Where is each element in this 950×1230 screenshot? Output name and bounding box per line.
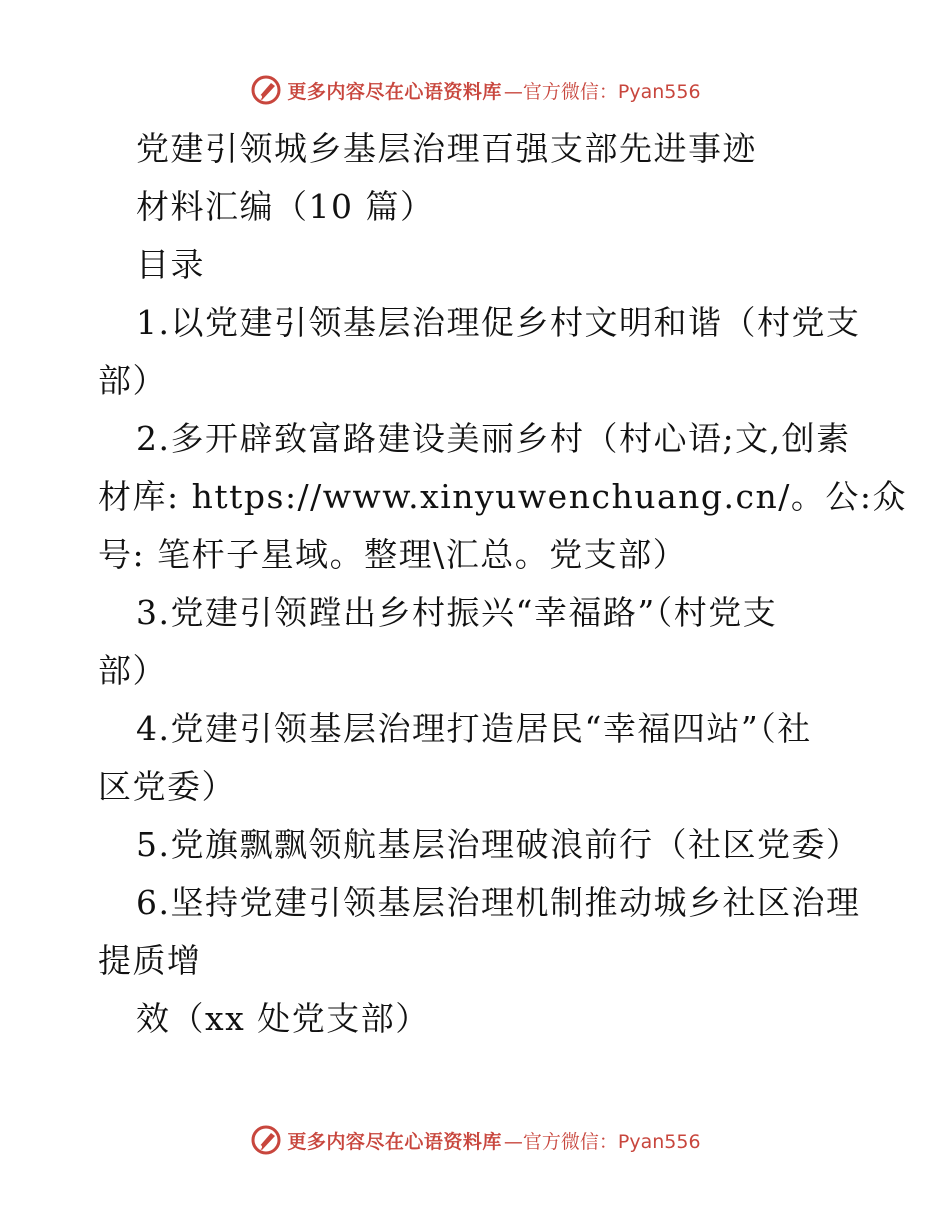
document-body <box>98 120 907 1048</box>
toc-item-1-cont: 部） <box>98 361 167 400</box>
header-watermark <box>0 70 950 110</box>
document-title-line-2: 材料汇编（10 篇） <box>136 187 435 226</box>
toc-item-6: 6.坚持党建引领基层治理机制推动城乡社区治理 <box>136 883 861 922</box>
document-title-line-1: 党建引领城乡基层治理百强支部先进事迹 <box>136 129 757 168</box>
pen-logo-icon <box>249 1123 283 1157</box>
watermark-contact-text: —官方微信：Pyan556 <box>503 80 701 103</box>
toc-item-2-cont-1: 材库: https://www.xinyuwenchuang.cn/。公:众 <box>98 477 907 516</box>
toc-item-3: 3.党建引领蹚出乡村振兴“幸福路”（村党支 <box>136 593 778 632</box>
toc-item-6-cont-2: 效（xx 处党支部） <box>136 999 430 1038</box>
toc-item-2: 2.多开辟致富路建设美丽乡村（村心语;文,创素 <box>136 419 851 458</box>
pen-logo-icon <box>249 73 283 107</box>
toc-item-3-cont: 部） <box>98 651 167 690</box>
footer-watermark <box>0 1120 950 1160</box>
toc-item-4: 4.党建引领基层治理打造居民“幸福四站”（社 <box>136 709 812 748</box>
toc-item-4-cont: 区党委） <box>98 767 236 806</box>
toc-item-5: 5.党旗飘飘领航基层治理破浪前行（社区党委） <box>136 825 861 864</box>
toc-heading: 目录 <box>136 245 205 284</box>
toc-item-6-cont-1: 提质增 <box>98 941 202 980</box>
toc-item-2-cont-2: 号: 笔杆子星域。整理\汇总。党支部） <box>98 535 688 574</box>
watermark-contact-text: —官方微信：Pyan556 <box>503 1130 701 1153</box>
toc-item-1: 1.以党建引领基层治理促乡村文明和谐（村党支 <box>136 303 861 342</box>
watermark-main-text: 更多内容尽在心语资料库 <box>287 1130 502 1153</box>
watermark-main-text: 更多内容尽在心语资料库 <box>287 80 502 103</box>
